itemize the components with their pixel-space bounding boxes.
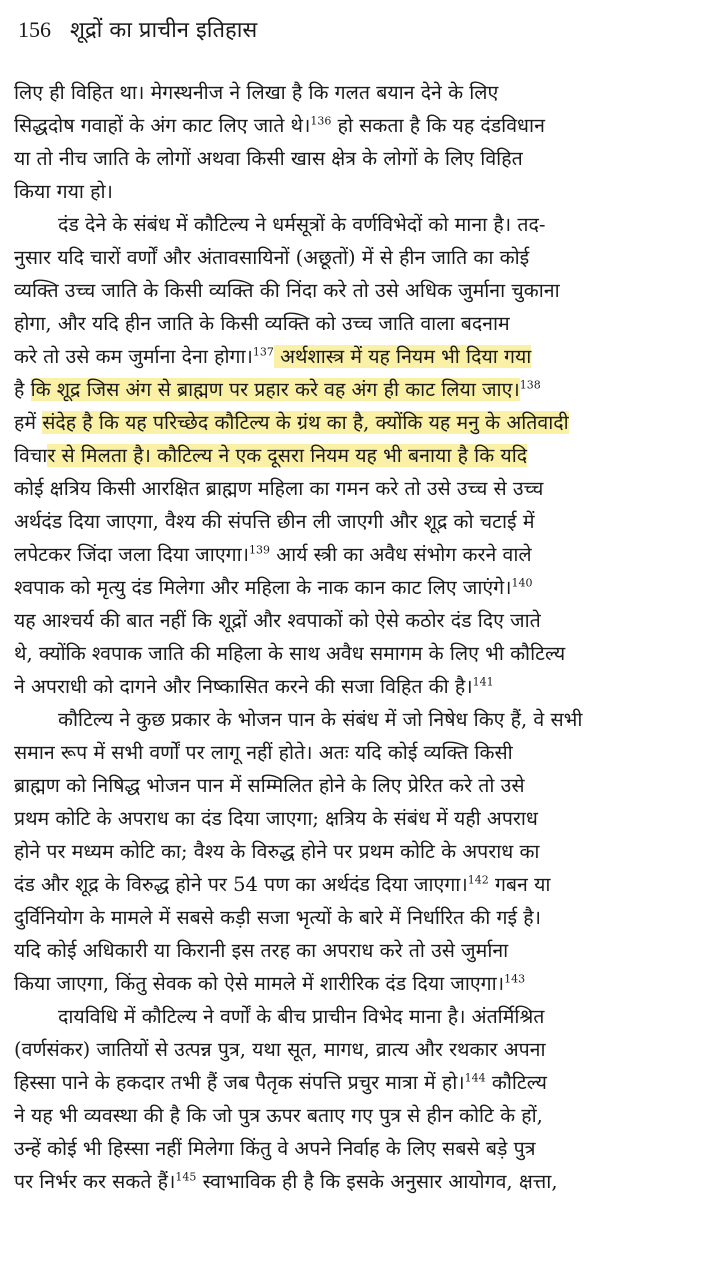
line-text: दंड और शूद्र के विरुद्ध होने पर 54 पण का अर्थदंड दिया जाएगा। [14, 873, 468, 896]
footnote-ref: 139 [249, 543, 271, 557]
line-text: सिद्धदोष गवाहों के अंग काट लिए जाते थे। [14, 114, 311, 137]
line-text: है [14, 378, 31, 401]
line-text: लिए ही विहित था। मेगस्थनीज ने लिखा है कि गलत बयान देने के लिए [14, 81, 499, 104]
line-text-continued: हो सकता है कि यह दंडविधान [331, 114, 545, 137]
footnote-ref: 137 [252, 345, 274, 359]
text-line [14, 1000, 714, 1033]
line-text: किया जाएगा, किंतु सेवक को ऐसे मामले में शारीरिक दंड दिया जाएगा। [14, 972, 505, 995]
line-text: हमें [14, 411, 43, 434]
text-line [14, 769, 714, 802]
text-line [14, 670, 714, 703]
line-text: कौटिल्य ने कुछ प्रकार के भोजन पान के संबंध में जो निषेध किए हैं, वे सभी [58, 708, 583, 731]
book-title: शूद्रों का प्राचीन इतिहास [70, 18, 258, 43]
text-line [14, 604, 714, 637]
footnote-ref: 144 [464, 1071, 486, 1085]
line-text: प्रथम कोटि के अपराध का दंड दिया जाएगा; क्षत्रिय के संबंध में यही अपराध [14, 807, 538, 830]
line-text: (वर्णसंकर) जातियों से उत्पन्न पुत्र, यथा सूत, मागध, व्रात्य और रथकार अपना [14, 1038, 546, 1061]
line-text-continued: कौटिल्य [485, 1071, 547, 1094]
text-line [14, 868, 714, 901]
line-text: करे तो उसे कम जुर्माना देना होगा। [14, 345, 253, 368]
text-line [14, 208, 714, 241]
footnote-ref: 136 [310, 114, 332, 128]
line-text: नुसार यदि चारों वर्णों और अंतावसायिनों (अछूतों) में से हीन जाति का कोई [14, 246, 530, 269]
text-line [14, 109, 714, 142]
text-line [14, 175, 714, 208]
footnote-ref: 138 [519, 378, 541, 392]
text-line [14, 1165, 714, 1198]
line-text: कोई क्षत्रिय किसी आरक्षित ब्राह्मण महिला का गमन करे तो उसे उच्च से उच्च [14, 477, 544, 500]
text-line [14, 307, 714, 340]
text-line [14, 340, 714, 373]
line-text: व्यक्ति उच्च जाति के किसी व्यक्ति की निंदा करे तो उसे अधिक जुर्माना चुकाना [14, 279, 560, 302]
text-line [14, 472, 714, 505]
text-line [14, 1033, 714, 1066]
footnote-ref: 145 [175, 1170, 197, 1184]
line-text: लपेटकर जिंदा जला दिया जाएगा। [14, 543, 250, 566]
text-line [14, 142, 714, 175]
text-line [14, 901, 714, 934]
text-line [14, 373, 714, 406]
text-line [14, 571, 714, 604]
line-text: किया गया हो। [14, 180, 113, 203]
text-line [14, 1066, 714, 1099]
text-line [14, 835, 714, 868]
line-text: ने अपराधी को दागने और निष्कासित करने की सजा विहित की है। [14, 675, 473, 698]
text-line [14, 934, 714, 967]
text-line [14, 703, 714, 736]
line-text: समान रूप में सभी वर्णों पर लागू नहीं होते। अतः यदि कोई व्यक्ति किसी [14, 741, 513, 764]
line-text: श्वपाक को मृत्यु दंड मिलेगा और महिला के नाक कान काट लिए जाएंगे। [14, 576, 512, 599]
line-text: ब्राह्मण को निषिद्ध भोजन पान में सम्मिलित होने के लिए प्रेरित करे तो उसे [14, 774, 525, 797]
line-text: दायविधि में कौटिल्य ने वर्णों के बीच प्राचीन विभेद माना है। अंतर्मिश्रित [58, 1005, 545, 1028]
highlighted-text: संदेह है कि यह परिच्छेद कौटिल्य के ग्रंथ का है, क्योंकि यह मनु के अतिवादी [42, 411, 569, 434]
line-text: दुर्विनियोग के मामले में सबसे कड़ी सजा भृत्यों के बारे में निर्धारित की गई है। [14, 906, 542, 929]
text-line [14, 967, 714, 1000]
body-text [14, 76, 714, 1198]
footnote-ref: 141 [472, 675, 494, 689]
highlighted-text: कि शूद्र जिस अंग से ब्राह्मण पर प्रहार करे वह अंग ही काट लिया जाए। [30, 378, 520, 401]
line-text: विचा [14, 444, 48, 467]
line-text: ने यह भी व्यवस्था की है कि जो पुत्र ऊपर बताए गए पुत्र से हीन कोटि के हों, [14, 1104, 543, 1127]
text-line [14, 406, 714, 439]
page-number: 156 [18, 17, 51, 42]
line-text: यह आश्चर्य की बात नहीं कि शूद्रों और श्वपाकों को ऐसे कठोर दंड दिए जाते [14, 609, 541, 632]
line-text-continued: स्वाभाविक ही है कि इसके अनुसार आयोगव, क्षत्ता, [196, 1170, 558, 1193]
text-line [14, 802, 714, 835]
line-text: उन्हें कोई भी हिस्सा नहीं मिलेगा किंतु वे अपने निर्वाह के लिए सबसे बड़े पुत्र [14, 1137, 536, 1160]
line-text: दंड देने के संबंध में कौटिल्य ने धर्मसूत्रों के वर्णविभेदों को माना है। तद- [58, 213, 546, 236]
text-line [14, 538, 714, 571]
line-text: या तो नीच जाति के लोगों अथवा किसी खास क्षेत्र के लोगों के लिए विहित [14, 147, 523, 170]
text-line [14, 274, 714, 307]
running-head [18, 10, 708, 50]
text-line [14, 1099, 714, 1132]
line-text: यदि कोई अधिकारी या किरानी इस तरह का अपराध करे तो उसे जुर्माना [14, 939, 509, 962]
text-line [14, 241, 714, 274]
line-text-continued: गबन या [488, 873, 551, 896]
line-text: अर्थदंड दिया जाएगा, वैश्य की संपत्ति छीन ली जाएगी और शूद्र को चटाई में [14, 510, 535, 533]
text-line [14, 76, 714, 109]
text-line [14, 637, 714, 670]
line-text-continued: आर्य स्त्री का अवैध संभोग करने वाले [270, 543, 532, 566]
line-text: पर निर्भर कर सकते हैं। [14, 1170, 176, 1193]
footnote-ref: 143 [504, 972, 526, 986]
highlighted-text: अर्थशास्त्र में यह नियम भी दिया गया [273, 345, 532, 368]
line-text: होगा, और यदि हीन जाति के किसी व्यक्ति को उच्च जाति वाला बदनाम [14, 312, 510, 335]
line-text: थे, क्योंकि श्वपाक जाति की महिला के साथ अवैध समागम के लिए भी कौटिल्य [14, 642, 566, 665]
text-line [14, 439, 714, 472]
text-line [14, 1132, 714, 1165]
footnote-ref: 142 [467, 873, 489, 887]
footnote-ref: 140 [511, 576, 533, 590]
text-line [14, 505, 714, 538]
highlighted-text: र से मिलता है। कौटिल्य ने एक दूसरा नियम यह भी बनाया है कि यदि [47, 444, 528, 467]
line-text: हिस्सा पाने के हकदार तभी हैं जब पैतृक संपत्ति प्रचुर मात्रा में हो। [14, 1071, 465, 1094]
text-line [14, 736, 714, 769]
line-text: होने पर मध्यम कोटि का; वैश्य के विरुद्ध होने पर प्रथम कोटि के अपराध का [14, 840, 540, 863]
